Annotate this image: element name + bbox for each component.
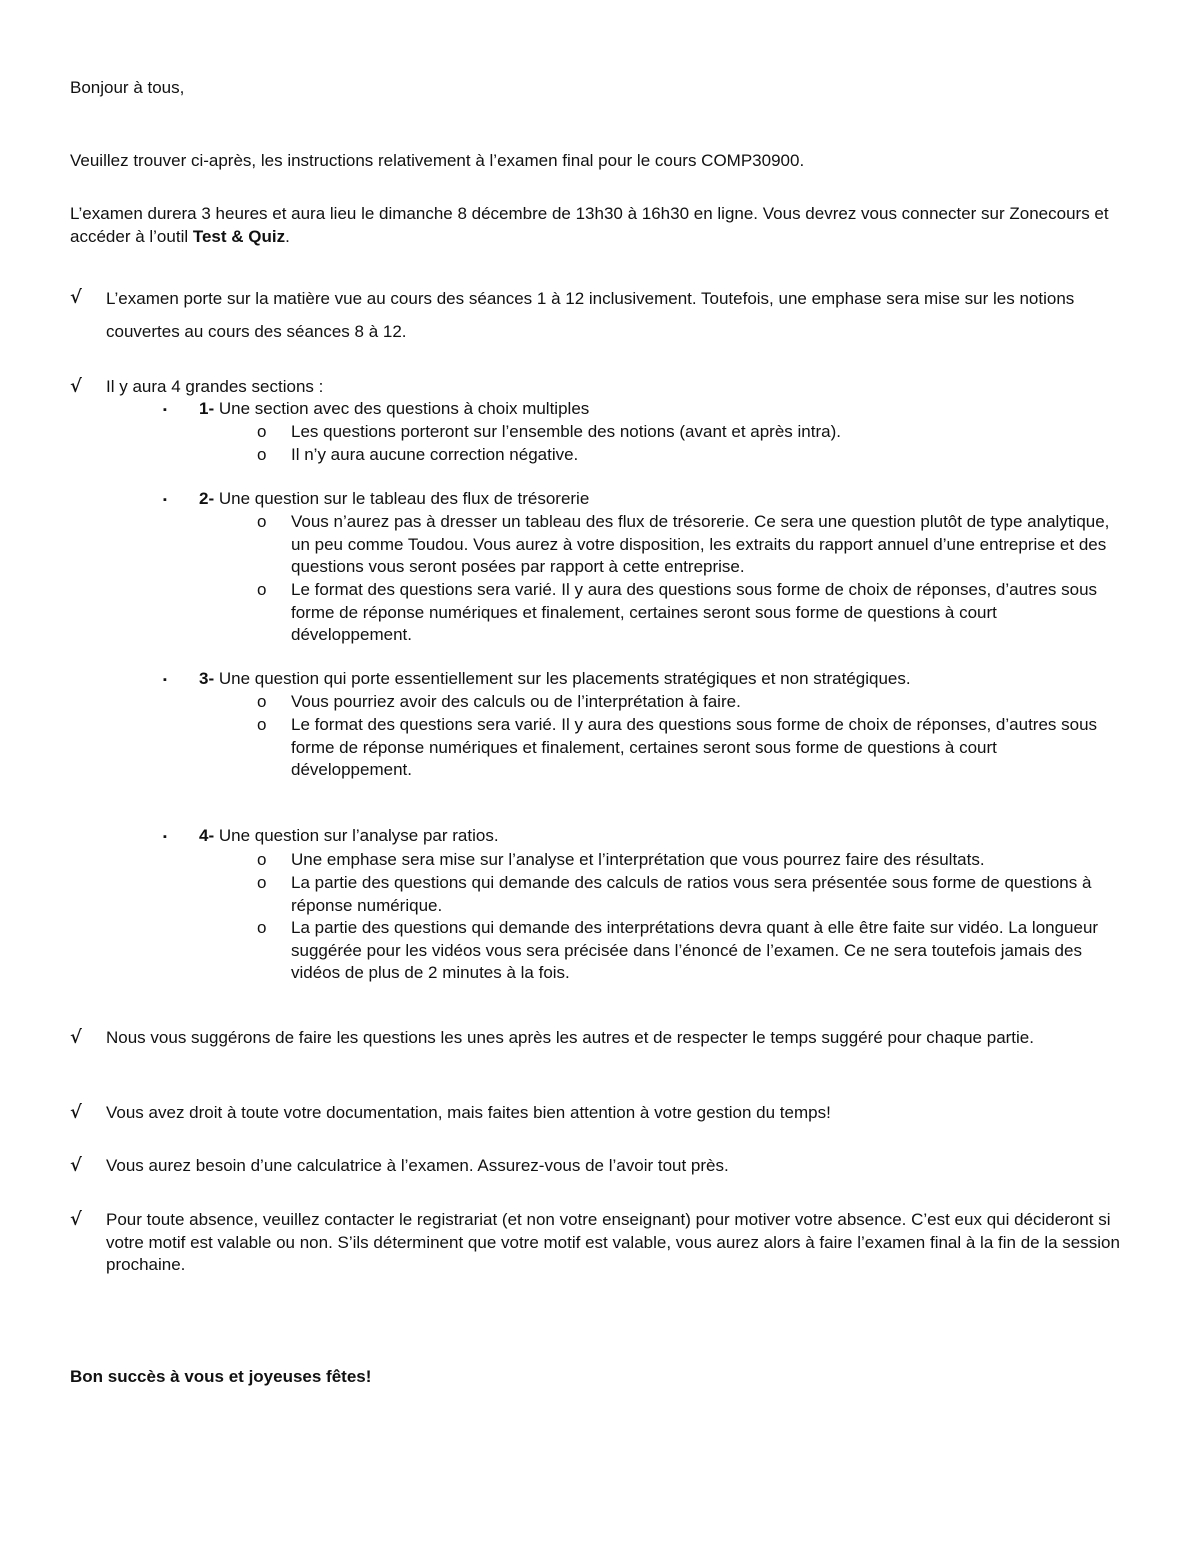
section-2-sub-1: Vous n’aurez pas à dresser un tableau des flux de trésorerie. Ce sera une question plutôt de type analytique, un peu comme Toudou. Vous aurez à votre disposition, les extraits du rapport annuel d’une entreprise et des questions vous seront posées par rapport à cette entreprise. bbox=[291, 512, 1110, 576]
greeting: Bonjour à tous, bbox=[70, 78, 185, 97]
section-3-sub-1: Vous pourriez avoir des calculs ou de l’interprétation à faire. bbox=[291, 692, 741, 711]
check-icon: √ bbox=[70, 1102, 82, 1123]
item-documentation: Vous avez droit à toute votre documentation, mais faites bien attention à votre gestion du temps! bbox=[106, 1103, 831, 1122]
bullet-icon: ▪ bbox=[163, 831, 167, 843]
section-4-title: Une question sur l’analyse par ratios. bbox=[214, 826, 499, 845]
section-1-number: 1- bbox=[199, 399, 215, 418]
exam-info-paragraph bbox=[70, 203, 1130, 248]
section-2-title: Une question sur le tableau des flux de trésorerie bbox=[214, 489, 590, 508]
section-1 bbox=[199, 398, 1119, 421]
section-1-sub-1: Les questions porteront sur l’ensemble des notions (avant et après intra). bbox=[291, 422, 841, 441]
item-absence: Pour toute absence, veuillez contacter le registrariat (et non votre enseignant) pour motiver votre absence. C’est eux qui décideront si votre motif est valable ou non. S’ils déterminent que votre motif est valable, vous aurez alors à faire l’examen final à la fin de la session prochaine. bbox=[106, 1210, 1120, 1274]
sub-bullet-icon: o bbox=[257, 422, 267, 441]
bullet-icon: ▪ bbox=[163, 494, 167, 506]
sub-bullet-icon: o bbox=[257, 512, 267, 531]
check-icon: √ bbox=[70, 376, 82, 397]
tool-name: Test & Quiz bbox=[192, 226, 286, 246]
sub-bullet-icon: o bbox=[257, 580, 267, 599]
section-2-sub-2: Le format des questions sera varié. Il y aura des questions sous forme de choix de réponses, d’autres sous forme de réponse numériques et finalement, certaines seront sous forme de questions à court développement. bbox=[291, 580, 1098, 644]
check-icon: √ bbox=[70, 287, 82, 308]
sub-bullet-icon: o bbox=[257, 692, 267, 711]
check-icon: √ bbox=[70, 1027, 82, 1048]
section-1-sub-2: Il n’y aura aucune correction négative. bbox=[291, 445, 579, 464]
section-4-sub-3: La partie des questions qui demande des interprétations devra quant à elle être faite sur vidéo. La longueur suggérée pour les vidéos vous sera précisée dans l’énoncé de l’examen. Ce ne sera toutefois jamais des vidéos de plus de 2 minutes à la fois. bbox=[291, 918, 1099, 982]
bullet-icon: ▪ bbox=[163, 674, 167, 686]
sub-bullet-icon: o bbox=[257, 445, 267, 464]
section-3-title: Une question qui porte essentiellement sur les placements stratégiques et non stratégiques. bbox=[214, 669, 911, 688]
sub-bullet-icon: o bbox=[257, 715, 267, 734]
sub-bullet-icon: o bbox=[257, 873, 267, 892]
section-3 bbox=[199, 668, 1119, 691]
intro-paragraph: Veuillez trouver ci-après, les instructions relativement à l’examen final pour le cours COMP30900. bbox=[70, 151, 805, 170]
section-4-sub-2: La partie des questions qui demande des calculs de ratios vous sera présentée sous forme de questions à réponse numérique. bbox=[291, 873, 1092, 915]
bullet-icon: ▪ bbox=[163, 404, 167, 416]
section-1-title: Une section avec des questions à choix multiples bbox=[214, 399, 590, 418]
item-ordre: Nous vous suggérons de faire les questions les unes après les autres et de respecter le temps suggéré pour chaque partie. bbox=[106, 1028, 1034, 1047]
exam-info-end: . bbox=[285, 226, 290, 246]
section-4 bbox=[199, 825, 1119, 848]
section-4-sub-1: Une emphase sera mise sur l’analyse et l’interprétation que vous pourrez faire des résultats. bbox=[291, 850, 985, 869]
item-sections-intro: Il y aura 4 grandes sections : bbox=[106, 377, 324, 396]
exam-info-text: L’examen durera 3 heures et aura lieu le dimanche 8 décembre de 13h30 à 16h30 en ligne. Vous devrez vous connecter sur Zonecours et accéder à l’outil bbox=[70, 204, 1109, 246]
section-3-sub-2: Le format des questions sera varié. Il y aura des questions sous forme de choix de réponses, d’autres sous forme de réponse numériques et finalement, certaines seront sous forme de questions à court développement. bbox=[291, 715, 1098, 779]
check-icon: √ bbox=[70, 1209, 82, 1230]
item-calculatrice: Vous aurez besoin d’une calculatrice à l’examen. Assurez-vous de l’avoir tout près. bbox=[106, 1156, 729, 1175]
section-2 bbox=[199, 488, 1119, 511]
sub-bullet-icon: o bbox=[257, 918, 267, 937]
check-icon: √ bbox=[70, 1155, 82, 1176]
item-matiere: L’examen porte sur la matière vue au cours des séances 1 à 12 inclusivement. Toutefois, une emphase sera mise sur les notions couvertes au cours des séances 8 à 12. bbox=[106, 289, 1075, 341]
section-4-number: 4- bbox=[199, 826, 215, 845]
sub-bullet-icon: o bbox=[257, 850, 267, 869]
section-3-number: 3- bbox=[199, 669, 215, 688]
closing-line: Bon succès à vous et joyeuses fêtes! bbox=[70, 1367, 372, 1386]
section-2-number: 2- bbox=[199, 489, 215, 508]
